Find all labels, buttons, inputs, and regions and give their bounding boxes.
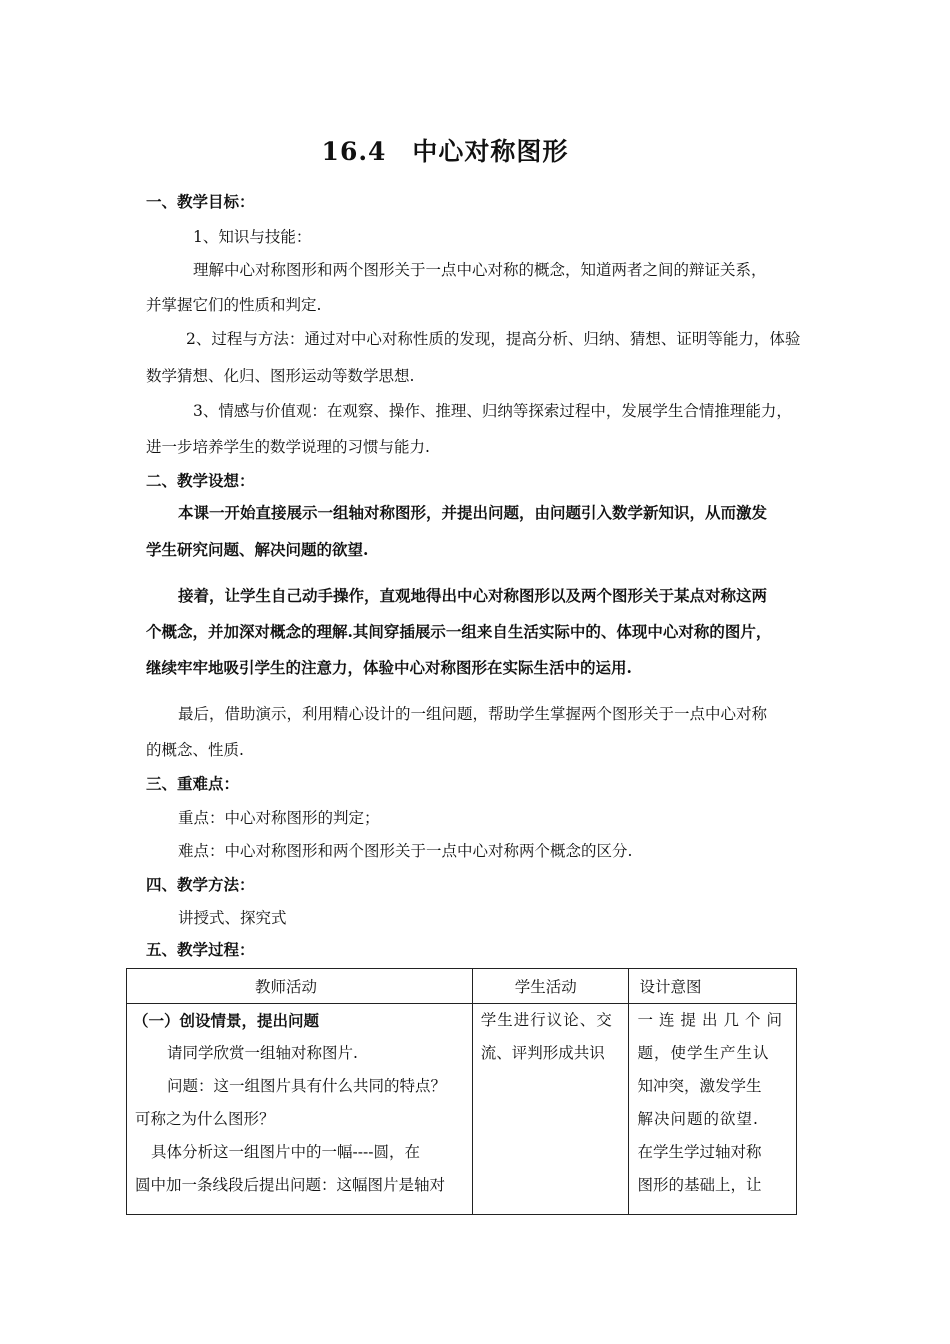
design-para2-line1: 接着，让学生自己动手操作，直观地得出中心对称图形以及两个图形关于某点对称这两 <box>178 586 768 605</box>
design-line-4: 解决问题的欲望. <box>637 1110 759 1128</box>
objective-1-text-line1: 理解中心对称图形和两个图形关于一点中心对称的概念，知道两者之间的辩证关系， <box>193 261 767 279</box>
objective-2-line2: 数学猜想、化归、图形运动等数学思想. <box>146 367 415 385</box>
student-line-1: 学生进行议论、交 <box>480 1011 613 1029</box>
teacher-line-5: 圆中加一条线段后提出问题：这幅图片是轴对 <box>135 1176 446 1194</box>
teacher-line-2: 问题：这一组图片具有什么共同的特点？ <box>167 1077 447 1095</box>
objective-2-line1: 2、过程与方法：通过对中心对称性质的发现，提高分析、归纳、猜想、证明等能力，体验 <box>186 330 801 348</box>
student-activity-cell <box>472 1004 629 1215</box>
section-heading-process: 五、教学过程： <box>146 940 255 959</box>
student-line-2: 流、评判形成共识 <box>480 1044 605 1062</box>
teacher-line-4: 具体分析这一组图片中的一幅----圆，在 <box>151 1143 420 1161</box>
teacher-activity-cell <box>127 1004 473 1215</box>
page-title: 16.4 中心对称图形 <box>321 137 569 166</box>
teacher-line-3: 可称之为什么图形？ <box>135 1110 275 1128</box>
teacher-line-1: 请同学欣赏一组轴对称图片. <box>167 1044 358 1062</box>
design-line-2: 题，使学生产生认 <box>637 1044 770 1062</box>
design-para1-line1: 本课一开始直接展示一组轴对称图形，并提出问题，由问题引入数学新知识，从而激发 <box>178 503 768 522</box>
design-intent-cell <box>629 1004 797 1215</box>
design-para3-line1: 最后，借助演示，利用精心设计的一组问题，帮助学生掌握两个图形关于一点中心对称 <box>178 705 768 723</box>
section-heading-key-points: 三、重难点： <box>146 774 240 793</box>
design-para3-line2: 的概念、性质. <box>146 741 244 759</box>
design-line-5: 在学生学过轴对称 <box>637 1143 762 1161</box>
section-heading-design: 二、教学设想： <box>146 471 255 490</box>
teaching-process-table <box>126 968 797 1215</box>
difficult-point-text: 难点：中心对称图形和两个图形关于一点中心对称两个概念的区分. <box>178 842 633 860</box>
header-student-activity: 学生活动 <box>472 969 629 1004</box>
table-row <box>127 1004 797 1215</box>
objective-3-line2: 进一步培养学生的数学说理的习惯与能力. <box>146 438 430 456</box>
section-heading-objectives: 一、教学目标： <box>146 192 255 211</box>
objective-3-line1: 3、情感与价值观：在观察、操作、推理、归纳等探索过程中，发展学生合情推理能力， <box>193 402 792 420</box>
section-heading-methods: 四、教学方法： <box>146 875 255 894</box>
header-teacher-activity: 教师活动 <box>127 969 473 1004</box>
objective-1-text-line2: 并掌握它们的性质和判定. <box>146 296 322 314</box>
table-header-row <box>127 969 797 1004</box>
design-para2-line3: 继续牢牢地吸引学生的注意力，体验中心对称图形在实际生活中的运用. <box>146 658 632 677</box>
design-line-6: 图形的基础上，让 <box>637 1176 762 1194</box>
design-line-1: 一连提出几个问 <box>637 1011 788 1029</box>
methods-text: 讲授式、探究式 <box>178 909 287 927</box>
key-point-text: 重点：中心对称图形的判定； <box>178 809 380 827</box>
design-line-3: 知冲突，激发学生 <box>637 1077 762 1095</box>
step-title: （一）创设情景，提出问题 <box>133 1011 320 1030</box>
objective-1-label: 1、知识与技能： <box>193 228 312 246</box>
design-para1-line2: 学生研究问题、解决问题的欲望. <box>146 540 369 559</box>
header-design-intent: 设计意图 <box>629 969 797 1004</box>
design-para2-line2: 个概念，并加深对概念的理解.其间穿插展示一组来自生活实际中的、体现中心对称的图片， <box>146 622 772 641</box>
